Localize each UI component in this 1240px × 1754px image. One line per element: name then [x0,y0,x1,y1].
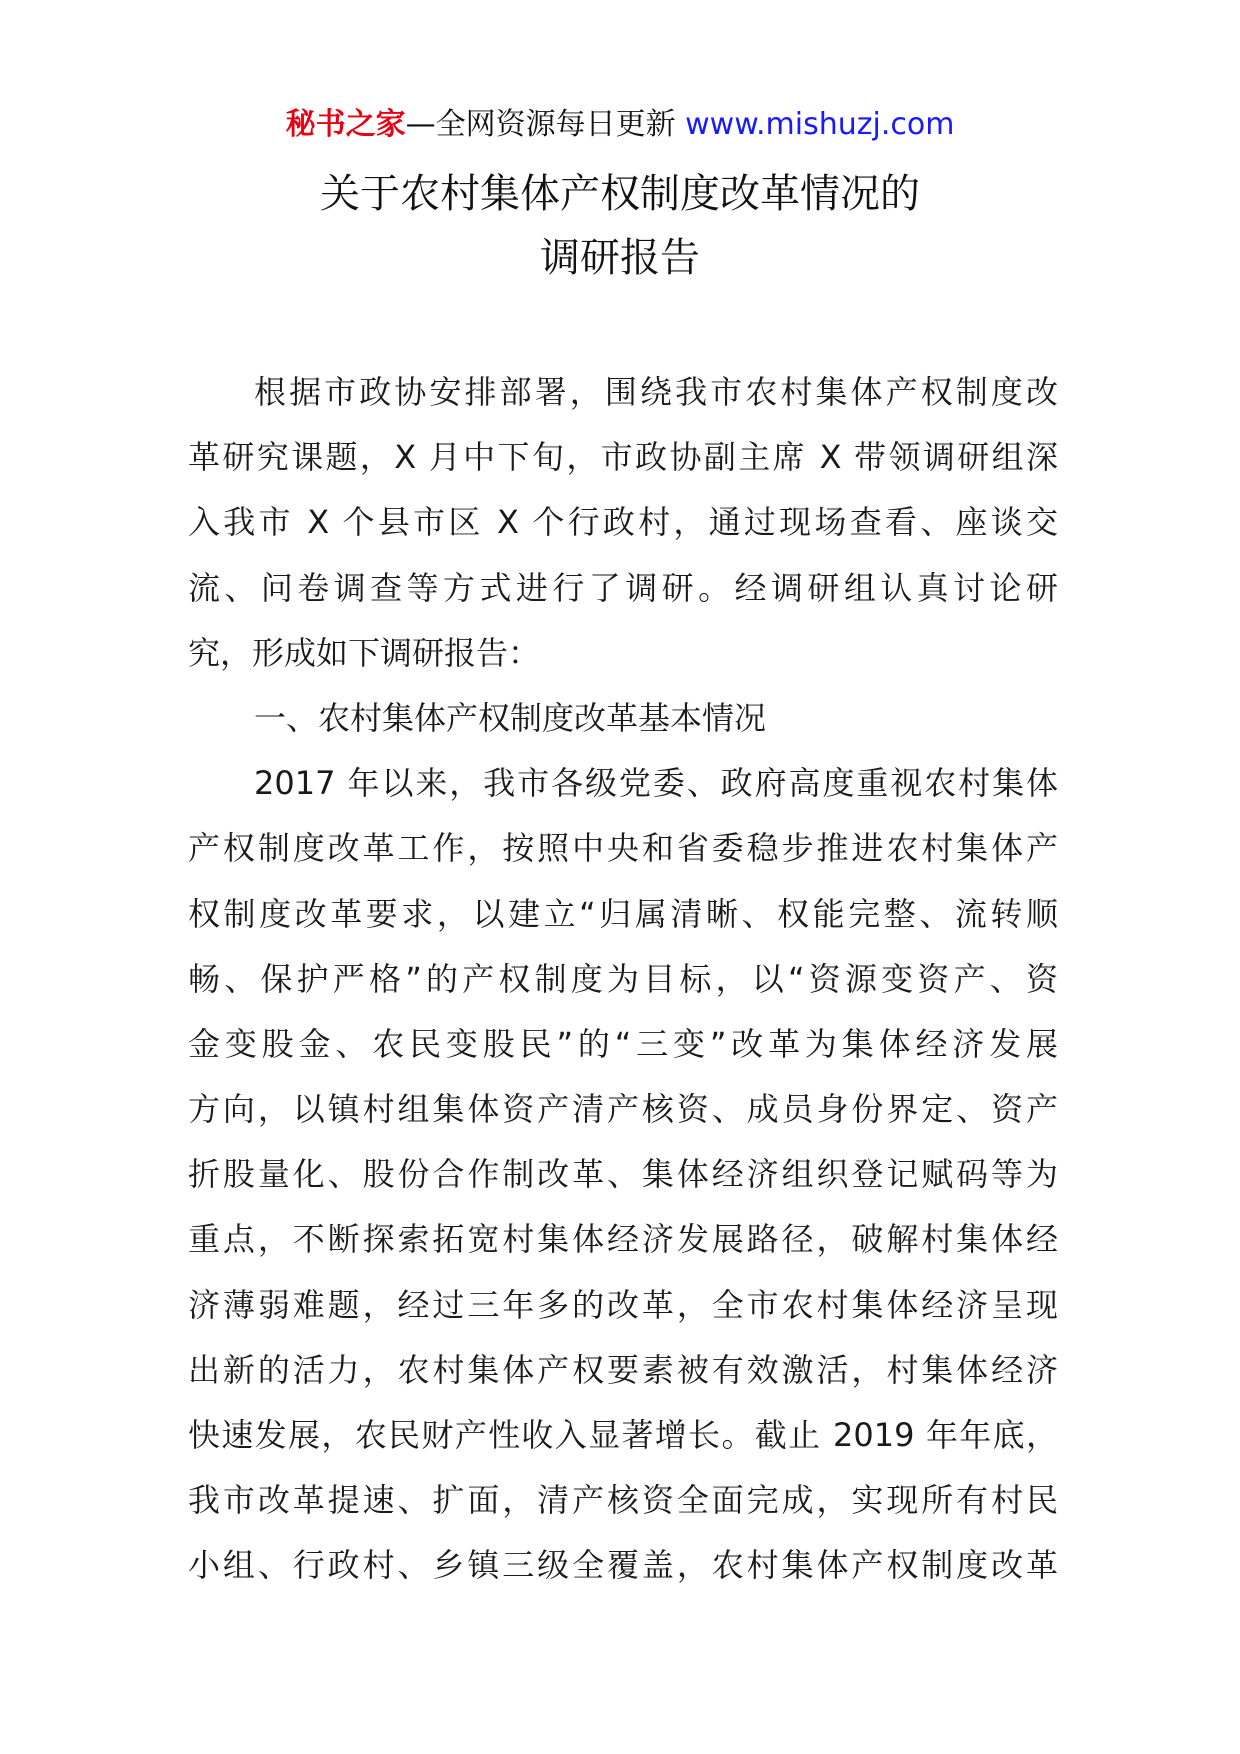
site-header [0,103,1240,147]
paragraph-1-line: 根据市政协安排部署，围绕我市农村集体产权制度改 [254,373,1058,411]
paragraph-2-line: 折股量化、股份合作制改革、集体经济组织登记赋码等为 [188,1155,1058,1194]
paragraph-2-line: 金变股金、农民变股民”的“三变”改革为集体经济发展 [188,1024,1058,1063]
paragraph-2-line: 方向，以镇村组集体资产清产核资、成员身份界定、资产 [188,1090,1058,1129]
paragraph-2-line: 权制度改革要求，以建立“归属清晰、权能完整、流转顺 [188,894,1058,933]
paragraph-1-line: 革研究课题，X 月中下旬，市政协副主席 X 带领调研组深 [188,438,1058,477]
paragraph-2-line: 快速发展，农民财产性收入显著增长。截止 2019 年年底， [188,1416,1058,1454]
site-url[interactable]: www.mishuzj.com [685,107,955,142]
document-title-line-1: 关于农村集体产权制度改革情况的 [320,171,920,217]
paragraph-2-line: 重点，不断探索拓宽村集体经济发展路径，破解村集体经 [188,1220,1058,1259]
paragraph-2-line: 2017 年以来，我市各级党委、政府高度重视农村集体 [254,764,1058,803]
paragraph-2-line: 出新的活力，农村集体产权要素被有效激活，村集体经济 [188,1350,1058,1389]
document-title-line-2: 调研报告 [540,235,700,281]
paragraph-1-line: 入我市 X 个县市区 X 个行政村，通过现场查看、座谈交 [188,503,1058,542]
paragraph-2-line: 畅、保护严格”的产权制度为目标，以“资源变资产、资 [188,959,1058,998]
header-tagline: —全网资源每日更新 [405,107,676,142]
paragraph-2-line: 产权制度改革工作，按照中央和省委稳步推进农村集体产 [188,829,1058,868]
paragraph-1-line: 流、问卷调查等方式进行了调研。经调研组认真讨论研 [188,568,1058,607]
brand-name: 秘书之家 [285,107,406,142]
document-body [188,360,1058,1599]
paragraph-2-line: 济薄弱难题，经过三年多的改革，全市农村集体经济呈现 [188,1285,1058,1324]
paragraph-2-line: 小组、行政村、乡镇三级全覆盖，农村集体产权制度改革 [188,1546,1058,1585]
section-heading-1: 一、农村集体产权制度改革基本情况 [254,698,767,737]
paragraph-2-line: 我市改革提速、扩面，清产核资全面完成，实现所有村民 [188,1481,1058,1520]
paragraph-1-line: 究，形成如下调研报告： [188,633,541,672]
